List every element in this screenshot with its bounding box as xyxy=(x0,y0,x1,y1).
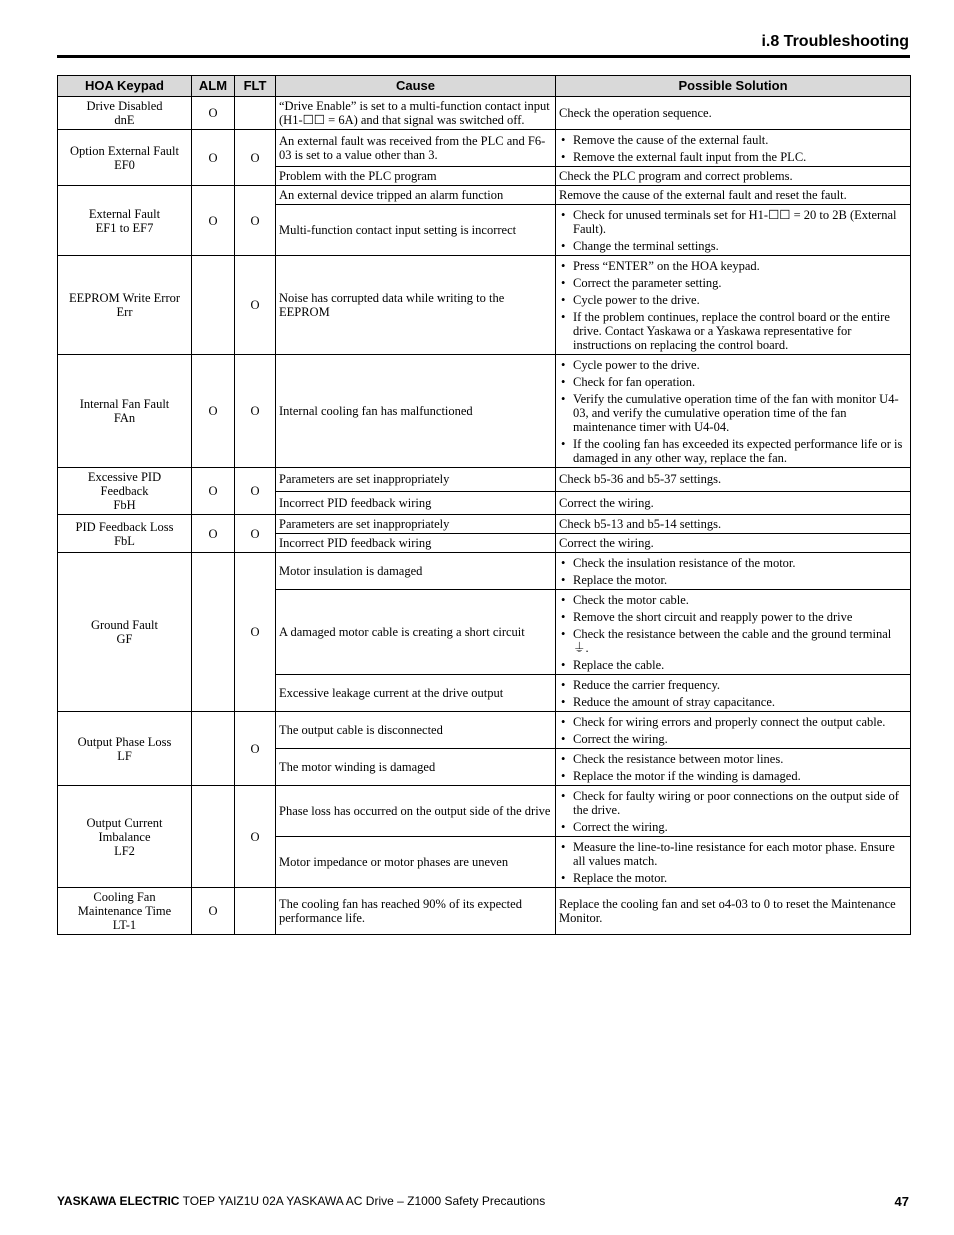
fault-code-cell: Option External Fault EF0 xyxy=(58,130,192,186)
solution-item: • Change the terminal settings. xyxy=(559,239,907,253)
solution-item: • Remove the short circuit and reapply power to the drive xyxy=(559,610,907,624)
table-row xyxy=(58,97,911,130)
solution-item: • Check the resistance between the cable and the ground terminal ⏚. xyxy=(559,627,907,655)
solution-item: • If the problem continues, replace the control board or the entire drive. Contact Yaskawa or a Yaskawa representative for instructions on replacing the control board. xyxy=(559,310,907,352)
solution-item: • If the cooling fan has exceeded its expected performance life or is damaged in any other way, replace the fan. xyxy=(559,437,907,465)
cause-cell: A damaged motor cable is creating a short circuit xyxy=(276,590,556,675)
solution-list xyxy=(559,358,907,465)
solution-item: • Check for wiring errors and properly connect the output cable. xyxy=(559,715,907,729)
fault-code-cell: EEPROM Write Error Err xyxy=(58,256,192,355)
flt-cell xyxy=(235,97,276,130)
solution-item: • Replace the cable. xyxy=(559,658,907,672)
solution-cell xyxy=(556,837,911,888)
cause-cell: Noise has corrupted data while writing to the EEPROM xyxy=(276,256,556,355)
column-header-cause: Cause xyxy=(276,76,556,97)
alm-cell: O xyxy=(192,130,235,186)
solution-list xyxy=(559,840,907,885)
solution-cell xyxy=(556,355,911,468)
cause-cell: Parameters are set inappropriately xyxy=(276,468,556,492)
cause-cell: Phase loss has occurred on the output side of the drive xyxy=(276,786,556,837)
solution-list xyxy=(559,556,907,587)
flt-cell: O xyxy=(235,553,276,712)
cause-cell: Motor impedance or motor phases are uneven xyxy=(276,837,556,888)
footer-brand: YASKAWA ELECTRIC xyxy=(57,1194,180,1208)
alm-cell: O xyxy=(192,355,235,468)
solution-item: • Reduce the amount of stray capacitance. xyxy=(559,695,907,709)
table-row xyxy=(58,355,911,468)
solution-item: • Check the resistance between motor lines. xyxy=(559,752,907,766)
fault-code-cell: PID Feedback Loss FbL xyxy=(58,515,192,553)
table-row xyxy=(58,256,911,355)
fault-code-cell: Output Current Imbalance LF2 xyxy=(58,786,192,888)
solution-item: • Check the insulation resistance of the motor. xyxy=(559,556,907,570)
alm-cell xyxy=(192,786,235,888)
flt-cell xyxy=(235,888,276,935)
page-number: 47 xyxy=(894,1194,909,1209)
cause-cell: The output cable is disconnected xyxy=(276,712,556,749)
cause-cell: Excessive leakage current at the drive output xyxy=(276,675,556,712)
alm-cell: O xyxy=(192,515,235,553)
flt-cell: O xyxy=(235,786,276,888)
table-row xyxy=(58,186,911,205)
alm-cell: O xyxy=(192,468,235,515)
solution-list xyxy=(559,133,907,164)
solution-list xyxy=(559,678,907,709)
flt-cell: O xyxy=(235,712,276,786)
fault-code-cell: Drive Disabled dnE xyxy=(58,97,192,130)
solution-item: • Press “ENTER” on the HOA keypad. xyxy=(559,259,907,273)
alm-cell xyxy=(192,553,235,712)
solution-list xyxy=(559,259,907,352)
fault-code-cell: Cooling Fan Maintenance Time LT-1 xyxy=(58,888,192,935)
solution-item: • Cycle power to the drive. xyxy=(559,293,907,307)
cause-cell: Multi-function contact input setting is incorrect xyxy=(276,205,556,256)
solution-item: • Cycle power to the drive. xyxy=(559,358,907,372)
alm-cell: O xyxy=(192,888,235,935)
solution-item: • Reduce the carrier frequency. xyxy=(559,678,907,692)
solution-cell xyxy=(556,205,911,256)
solution-cell: Check the operation sequence. xyxy=(556,97,911,130)
flt-cell: O xyxy=(235,515,276,553)
solution-cell xyxy=(556,749,911,786)
solution-item: • Replace the motor. xyxy=(559,871,907,885)
table-row xyxy=(58,515,911,534)
cause-cell: Incorrect PID feedback wiring xyxy=(276,491,556,515)
section-title: i.8 Troubleshooting xyxy=(761,33,909,50)
troubleshooting-table xyxy=(57,75,911,935)
solution-item: • Verify the cumulative operation time of the fan with monitor U4-03, and verify the cumulative operation time of the fan maintenance timer with U4-04. xyxy=(559,392,907,434)
table-row xyxy=(58,553,911,590)
column-header-hoa-keypad: HOA Keypad xyxy=(58,76,192,97)
flt-cell: O xyxy=(235,256,276,355)
solution-cell xyxy=(556,786,911,837)
cause-cell: Incorrect PID feedback wiring xyxy=(276,534,556,553)
solution-cell xyxy=(556,130,911,167)
fault-code-cell: Ground Fault GF xyxy=(58,553,192,712)
table-header-row xyxy=(58,76,911,97)
solution-item: • Check for fan operation. xyxy=(559,375,907,389)
cause-cell: Problem with the PLC program xyxy=(276,167,556,186)
solution-list xyxy=(559,208,907,253)
solution-item: • Remove the external fault input from the PLC. xyxy=(559,150,907,164)
cause-cell: Parameters are set inappropriately xyxy=(276,515,556,534)
fault-code-cell: Internal Fan Fault FAn xyxy=(58,355,192,468)
solution-item: • Replace the motor if the winding is damaged. xyxy=(559,769,907,783)
solution-cell: Check b5-36 and b5-37 settings. xyxy=(556,468,911,492)
solution-item: • Remove the cause of the external fault. xyxy=(559,133,907,147)
solution-cell xyxy=(556,256,911,355)
fault-code-cell: Output Phase Loss LF xyxy=(58,712,192,786)
solution-item: • Check for unused terminals set for H1-☐☐ = 20 to 2B (External Fault). xyxy=(559,208,907,236)
footer-doc-info xyxy=(57,1194,545,1208)
solution-cell: Check b5-13 and b5-14 settings. xyxy=(556,515,911,534)
alm-cell xyxy=(192,256,235,355)
solution-cell: Replace the cooling fan and set o4-03 to 0 to reset the Maintenance Monitor. xyxy=(556,888,911,935)
solution-cell xyxy=(556,675,911,712)
cause-cell: The motor winding is damaged xyxy=(276,749,556,786)
solution-item: • Check the motor cable. xyxy=(559,593,907,607)
alm-cell: O xyxy=(192,186,235,256)
solution-cell xyxy=(556,553,911,590)
cause-cell: The cooling fan has reached 90% of its expected performance life. xyxy=(276,888,556,935)
alm-cell xyxy=(192,712,235,786)
solution-item: • Correct the wiring. xyxy=(559,820,907,834)
solution-cell xyxy=(556,590,911,675)
table-row xyxy=(58,468,911,492)
solution-item: • Measure the line-to-line resistance for each motor phase. Ensure all values match. xyxy=(559,840,907,868)
flt-cell: O xyxy=(235,186,276,256)
alm-cell: O xyxy=(192,97,235,130)
cause-cell: “Drive Enable” is set to a multi-function contact input (H1-☐☐ = 6A) and that signal was switched off. xyxy=(276,97,556,130)
column-header-alm: ALM xyxy=(192,76,235,97)
solution-item: • Check for faulty wiring or poor connections on the output side of the drive. xyxy=(559,789,907,817)
solution-cell: Remove the cause of the external fault and reset the fault. xyxy=(556,186,911,205)
flt-cell: O xyxy=(235,468,276,515)
column-header-possible-solution: Possible Solution xyxy=(556,76,911,97)
column-header-flt: FLT xyxy=(235,76,276,97)
solution-cell: Check the PLC program and correct problems. xyxy=(556,167,911,186)
table-row xyxy=(58,786,911,837)
flt-cell: O xyxy=(235,355,276,468)
solution-list xyxy=(559,715,907,746)
fault-code-cell: Excessive PID Feedback FbH xyxy=(58,468,192,515)
table-row xyxy=(58,130,911,167)
flt-cell: O xyxy=(235,130,276,186)
cause-cell: Motor insulation is damaged xyxy=(276,553,556,590)
solution-item: • Correct the parameter setting. xyxy=(559,276,907,290)
cause-cell: An external device tripped an alarm function xyxy=(276,186,556,205)
solution-item: • Correct the wiring. xyxy=(559,732,907,746)
table-row xyxy=(58,888,911,935)
solution-list xyxy=(559,789,907,834)
fault-code-cell: External Fault EF1 to EF7 xyxy=(58,186,192,256)
solution-list xyxy=(559,593,907,672)
solution-cell xyxy=(556,712,911,749)
table-body xyxy=(58,97,911,935)
cause-cell: An external fault was received from the PLC and F6-03 is set to a value other than 3. xyxy=(276,130,556,167)
solution-cell: Correct the wiring. xyxy=(556,491,911,515)
header-rule xyxy=(57,55,910,58)
cause-cell: Internal cooling fan has malfunctioned xyxy=(276,355,556,468)
solution-list xyxy=(559,752,907,783)
table-row xyxy=(58,712,911,749)
solution-item: • Replace the motor. xyxy=(559,573,907,587)
solution-cell: Correct the wiring. xyxy=(556,534,911,553)
footer-doc-title: TOEP YAIZ1U 02A YASKAWA AC Drive – Z1000 Safety Precautions xyxy=(182,1194,546,1208)
